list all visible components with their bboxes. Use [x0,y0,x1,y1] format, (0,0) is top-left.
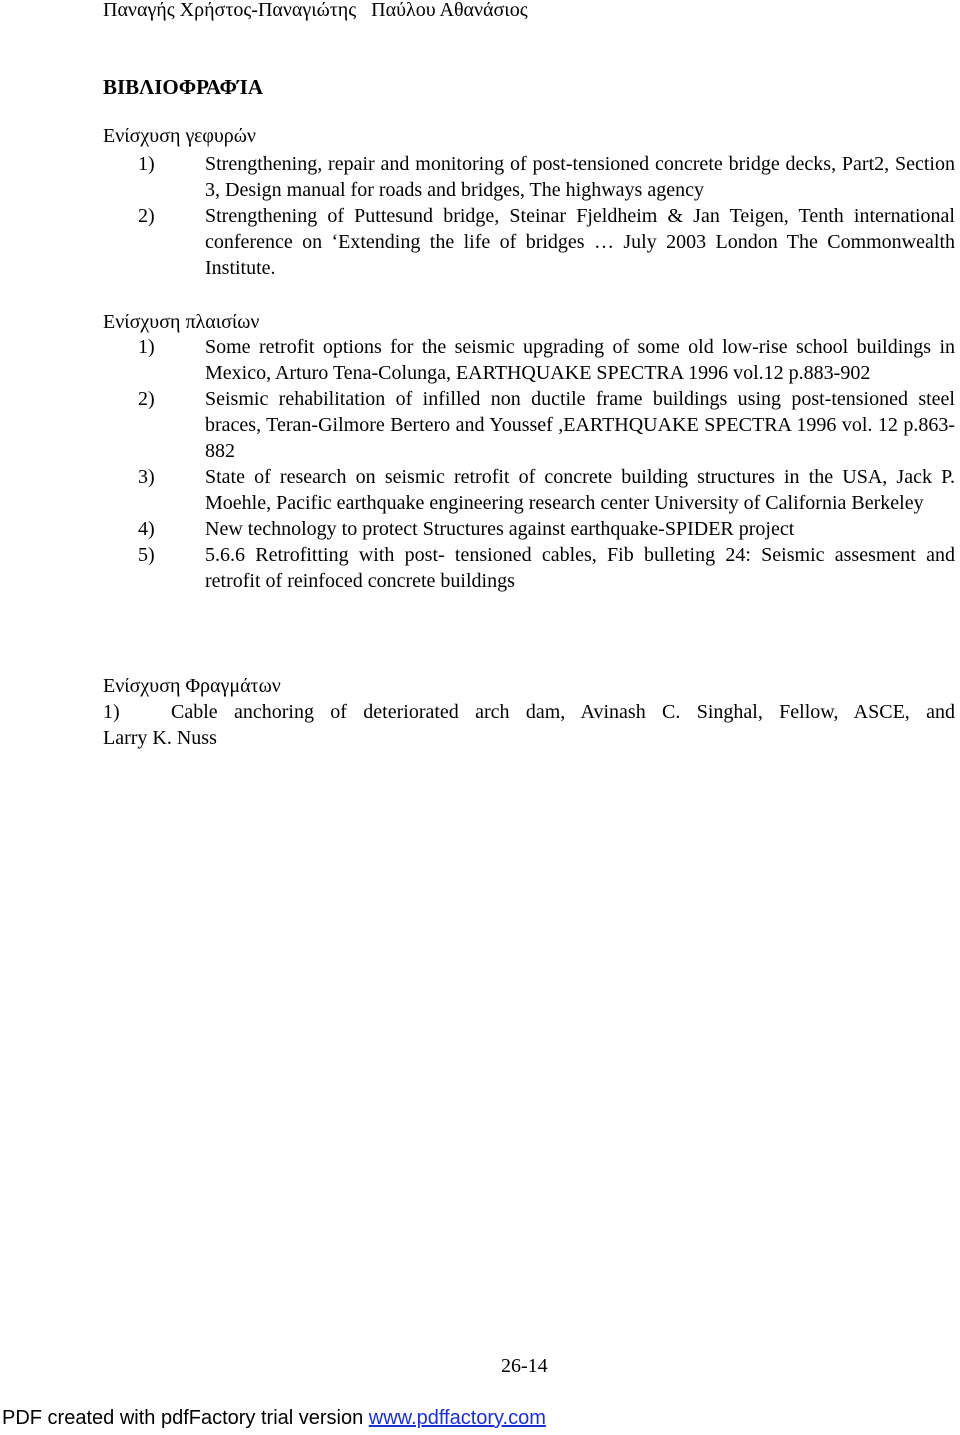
reference-item [103,699,955,725]
reference-text: Some retrofit options for the seismic upgrading of some old low-rise school buildings in Mexico, Arturo Tena-Colunga, EARTHQUAKE SPECTRA 1996 vol.12 p.883-902 [205,336,955,384]
frames-reference-list [138,334,955,594]
dams-heading: Ενίσχυση Φραγμάτων [103,675,281,697]
reference-number: 1) [103,701,120,723]
reference-text: Seismic rehabilitation of infilled non ductile frame buildings using post-tensioned steel braces, Teran-Gilmore Bertero and Youssef ,EARTHQUAKE SPECTRA 1996 vol. 12 p.863-882 [205,388,955,462]
reference-number: 5) [138,544,155,566]
bibliography-title: ΒΙΒΛΙΟΦΡΑΦΊΑ [103,75,264,99]
dams-reference-list [103,699,955,751]
reference-item [138,203,955,281]
reference-item [138,542,955,594]
page-number: 26-14 [501,1355,548,1377]
pdf-footer-text: PDF created with pdfFactory trial version [2,1407,369,1429]
reference-text: New technology to protect Structures against earthquake-SPIDER project [205,518,795,540]
reference-text: State of research on seismic retrofit of concrete building structures in the USA, Jack P. Moehle, Pacific earthquake engineering research center University of California Berkeley [205,466,955,514]
reference-number: 4) [138,518,155,540]
reference-text: Strengthening, repair and monitoring of post-tensioned concrete bridge decks, Part2, Section 3, Design manual for roads and bridges, The highways agency [205,153,955,201]
reference-number: 3) [138,466,155,488]
reference-text-continuation: Larry K. Nuss [103,727,217,749]
pdf-creator-footer [2,1405,546,1431]
frames-heading: Ενίσχυση πλαισίων [103,311,260,333]
reference-item [138,386,955,464]
reference-text: Strengthening of Puttesund bridge, Steinar Fjeldheim & Jan Teigen, Tenth international conference on ‘Extending the life of bridges … July 2003 London The Commonwealth Institute. [205,205,955,279]
reference-number: 1) [138,336,155,358]
reference-item [138,334,955,386]
reference-item [138,464,955,516]
reference-number: 2) [138,205,155,227]
bridges-heading: Ενίσχυση γεφυρών [103,125,256,147]
reference-text: Cable anchoring of deteriorated arch dam, Avinash C. Singhal, Fellow, ASCE, and [171,701,955,723]
reference-item [138,151,955,203]
reference-text: 5.6.6 Retrofitting with post- tensioned cables, Fib bulleting 24: Seismic assesment and retrofit of reinfoced concrete buildings [205,544,955,592]
reference-number: 2) [138,388,155,410]
reference-number: 1) [138,153,155,175]
bridges-reference-list [138,151,955,281]
pdffactory-link[interactable]: www.pdffactory.com [368,1407,546,1429]
reference-item [138,516,955,542]
running-header-authors: Παναγής Χρήστος-Παναγιώτης Παύλου Αθανάσιος [103,0,528,21]
